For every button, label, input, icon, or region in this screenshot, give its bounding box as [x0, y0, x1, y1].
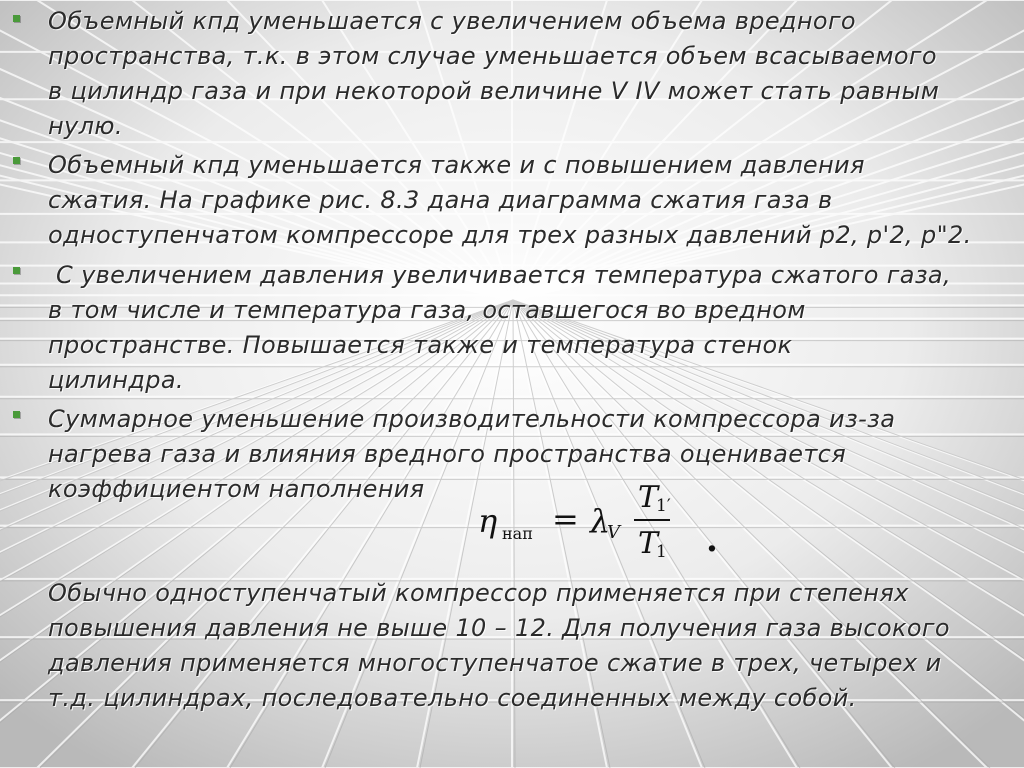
bullet-3-line-3: пространстве. Повышается также и температура стенок: [48, 331, 793, 359]
formula-end-dot: .: [706, 520, 718, 560]
bullet-2-line-2: сжатия. На графике рис. 8.3 дана диаграмма сжатия газа в: [48, 186, 833, 214]
bullet-2-line-3: одноступенчатом компрессоре для трех разных давлений p2, p'2, p"2.: [48, 221, 972, 249]
formula-eta-subscript: нап: [502, 524, 533, 543]
closing-line-2: повышения давления не выше 10 – 12. Для получения газа высокого: [48, 614, 950, 642]
bullet-marker-1: [13, 15, 20, 22]
formula-denominator: T: [638, 526, 659, 561]
bullet-marker-4: [13, 411, 20, 418]
formula-fraction-bar: [634, 519, 670, 521]
formula-lambda-subscript: V: [607, 522, 620, 543]
formula-equals: =: [552, 500, 579, 538]
fill-coefficient-formula: [470, 480, 730, 580]
closing-line-3: давления применяется многоступенчатое сжатие в трех, четырех и: [48, 649, 942, 677]
bullet-text-3: [48, 258, 1018, 398]
bullet-4-line-3: коэффициентом наполнения: [48, 475, 425, 503]
bullet-3-line-2: в том числе и температура газа, оставшегося во вредном: [48, 296, 806, 324]
closing-line-1: Обычно одноступенчатый компрессор применяется при степенях: [48, 579, 909, 607]
bullet-marker-2: [13, 157, 20, 164]
bullet-1-line-4: нулю.: [48, 112, 123, 140]
formula-numerator-subscript: 1′: [656, 496, 671, 516]
bullet-text-2: [48, 148, 1018, 253]
bullet-1-line-1: Объемный кпд уменьшается с увеличением объема вредного: [48, 7, 856, 35]
bullet-4-line-1: Суммарное уменьшение производительности компрессора из-за: [48, 405, 896, 433]
formula-denominator-subscript: 1: [656, 542, 667, 562]
bullet-text-1: [48, 4, 1018, 144]
formula-numerator: T: [638, 480, 659, 515]
bullet-3-line-1: С увеличением давления увеличивается температура сжатого газа,: [48, 261, 951, 289]
formula-lambda: λ: [590, 502, 611, 540]
formula-eta: η: [478, 502, 498, 540]
closing-paragraph: [48, 576, 1018, 716]
bullet-marker-3: [13, 267, 20, 274]
closing-line-4: т.д. цилиндрах, последовательно соединенных между собой.: [48, 684, 857, 712]
bullet-4-line-2: нагрева газа и влияния вредного пространства оценивается: [48, 440, 847, 468]
bullet-2-line-1: Объемный кпд уменьшается также и с повышением давления: [48, 151, 865, 179]
bullet-3-line-4: цилиндра.: [48, 366, 184, 394]
bullet-1-line-3: в цилиндр газа и при некоторой величине V IV может стать равным: [48, 77, 940, 105]
bullet-1-line-2: пространства, т.к. в этом случае уменьшается объем всасываемого: [48, 42, 937, 70]
